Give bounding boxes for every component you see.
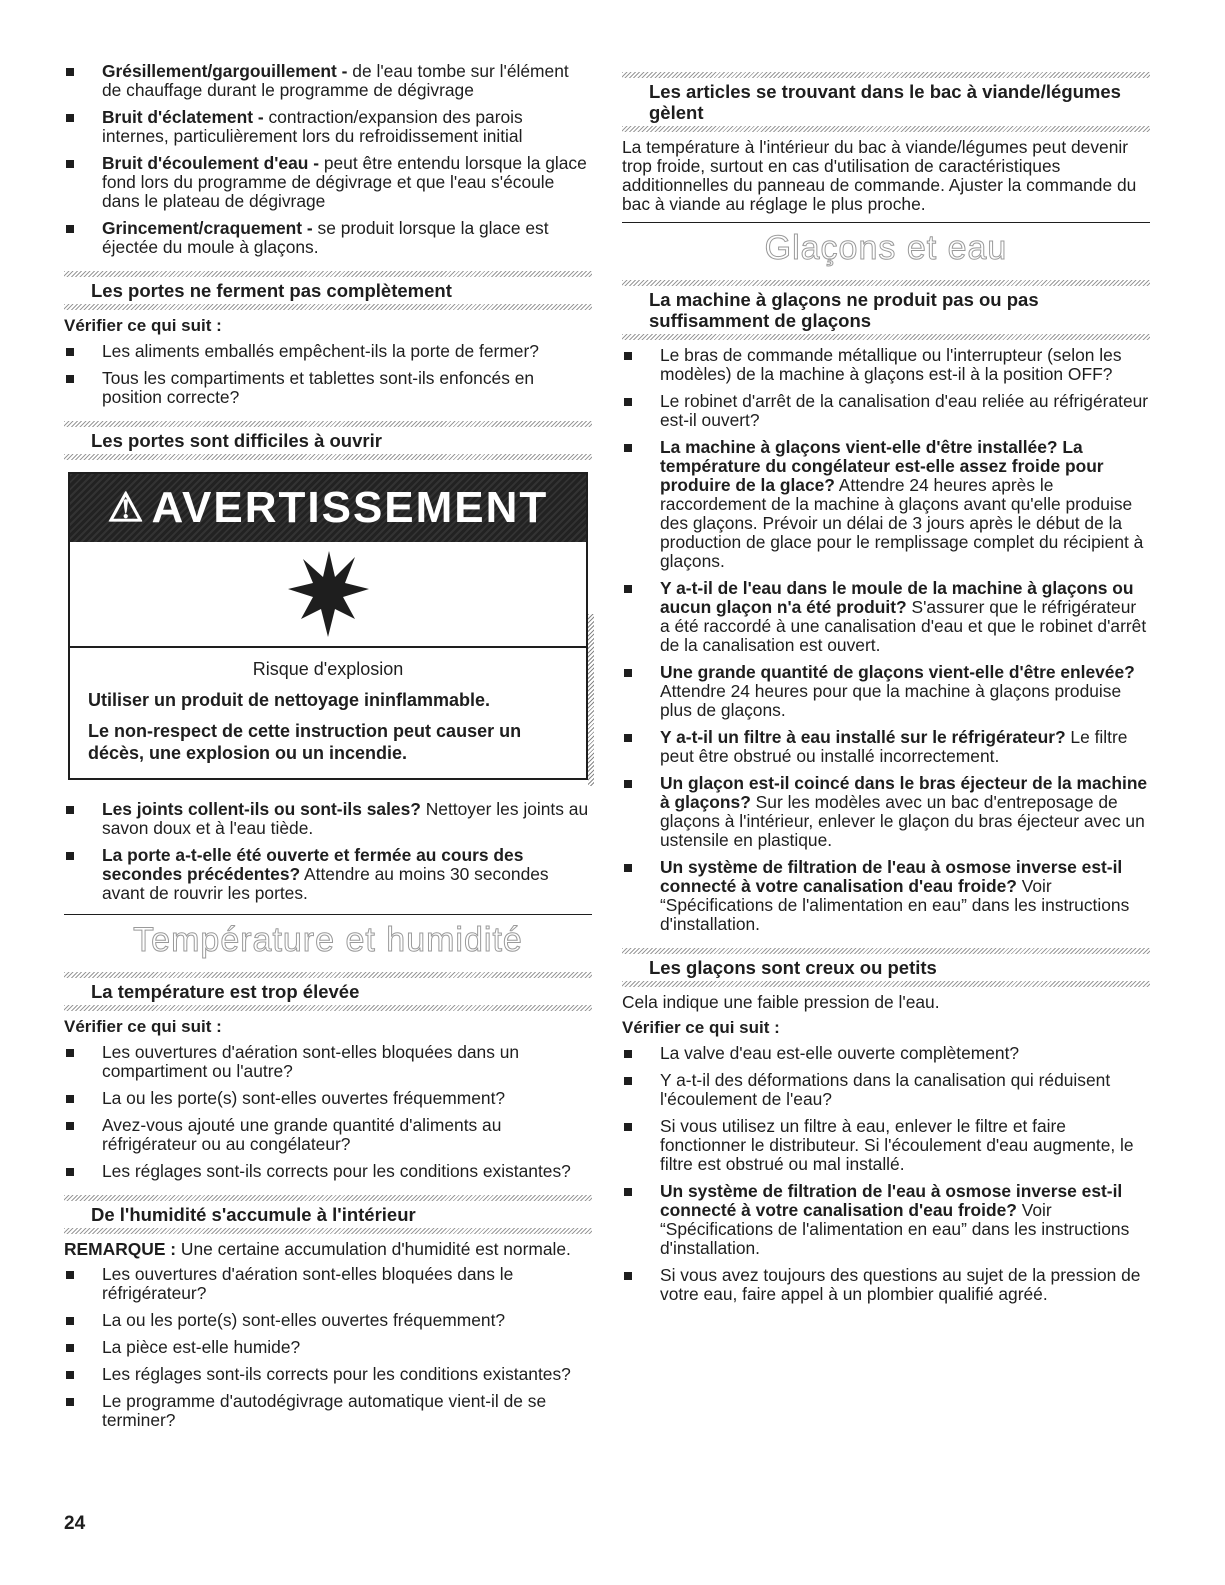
warning-header: [70, 474, 586, 542]
list-item: Y a-t-il un filtre à eau installé sur le réfrigérateur? Le filtre peut être obstrué ou installé incorrectement.: [622, 728, 1150, 766]
section-heading: Les articles se trouvant dans le bac à viande/légumes gèlent: [649, 81, 1121, 123]
list-item: Avez-vous ajouté une grande quantité d'aliments au réfrigérateur ou au congélateur?: [64, 1116, 592, 1154]
list-item: La pièce est-elle humide?: [64, 1338, 592, 1357]
section-heading: De l'humidité s'accumule à l'intérieur: [91, 1204, 416, 1225]
list-item: Grincement/craquement - se produit lorsque la glace est éjectée du moule à glaçons.: [64, 219, 592, 257]
list-item: La porte a-t-elle été ouverte et fermée au cours des secondes précédentes? Attendre au moins 30 secondes avant de rouvrir les portes.: [64, 846, 592, 903]
check-label: Vérifier ce qui suit :: [64, 316, 222, 335]
warning-instruction: Utiliser un produit de nettoyage ininflammable.: [88, 690, 491, 710]
warning-risk: Risque d'explosion: [252, 659, 404, 679]
divider: [64, 1228, 592, 1234]
divider: [622, 981, 1150, 987]
section-heading: Les glaçons sont creux ou petits: [649, 957, 937, 978]
check-label: Vérifier ce qui suit :: [64, 1017, 222, 1036]
list-item: Bruit d'éclatement - contraction/expansion des parois internes, particulièrement lors du refroidissement initial: [64, 108, 592, 146]
list-item: La valve d'eau est-elle ouverte complètement?: [622, 1044, 1150, 1063]
warning-title: AVERTISSEMENT: [151, 483, 549, 532]
divider: [64, 454, 592, 460]
note: REMARQUE : Une certaine accumulation d'humidité est normale.: [64, 1239, 571, 1259]
list-item: Y a-t-il de l'eau dans le moule de la machine à glaçons ou aucun glaçon n'a été produit? S'assurer que le réfrigérateur a été raccordé à une canalisation d'eau et que le robinet d'arrêt de la canalisation est ouvert.: [622, 579, 1150, 655]
section-title-temperature: Température et humidité: [133, 921, 523, 959]
section-heading: La machine à glaçons ne produit pas ou pas suffisamment de glaçons: [649, 289, 1039, 331]
list-item: Le robinet d'arrêt de la canalisation d'eau reliée au réfrigérateur est-il ouvert?: [622, 392, 1150, 430]
section-title-ice: Glaçons et eau: [764, 229, 1008, 267]
list-item: Si vous utilisez un filtre à eau, enlever le filtre et faire fonctionner le distributeur. Si l'écoulement d'eau augmente, le filtre est obstrué ou mal installé.: [622, 1117, 1150, 1174]
list-item: La machine à glaçons vient-elle d'être installée? La température du congélateur est-elle assez froide pour produire de la glace? Attendre 24 heures après le raccordement de la machine à glaçons avant qu'elle produise des glaçons. Prévoir un délai de 3 jours après le début de la production de glace pour le remplissage complet du récipient à glaçons.: [622, 438, 1150, 571]
section-ice-maker: [622, 280, 1150, 340]
warning-shadow: [588, 614, 594, 786]
explosion-icon: [70, 542, 586, 648]
warning-triangle-icon: ⚠: [107, 486, 146, 530]
section-humidity: [64, 1195, 592, 1234]
divider: [64, 304, 592, 310]
divider: [622, 334, 1150, 340]
warning-body: [70, 648, 586, 778]
section-heading: Les portes ne ferment pas complètement: [91, 280, 452, 301]
section-hollow-ice: [622, 948, 1150, 987]
list-item: Tous les compartiments et tablettes sont-ils enfoncés en position correcte?: [64, 369, 592, 407]
list-item: Une grande quantité de glaçons vient-elle d'être enlevée? Attendre 24 heures pour que la machine à glaçons produise plus de glaçons.: [622, 663, 1150, 720]
list-item: Les joints collent-ils ou sont-ils sales? Nettoyer les joints au savon doux et à l'eau tiède.: [64, 800, 592, 838]
section-heading: Les portes sont difficiles à ouvrir: [91, 430, 382, 451]
section-doors-close: [64, 271, 592, 310]
section-heading: La température est trop élevée: [91, 981, 360, 1002]
section-temp-high: [64, 972, 592, 1011]
paragraph: La température à l'intérieur du bac à viande/légumes peut devenir trop froide, surtout en cas d'utilisation de caractéristiques additionnelles du panneau de commande. Ajuster la commande du bac à viande au réglage le plus proche.: [622, 137, 1137, 214]
check-label: Vérifier ce qui suit :: [622, 1018, 780, 1037]
list-item: Un système de filtration de l'eau à osmose inverse est-il connecté à votre canalisation d'eau froide? Voir “Spécifications de l'alimentation en eau” dans les instructions d'installation.: [622, 858, 1150, 934]
list-item: Si vous avez toujours des questions au sujet de la pression de votre eau, faire appel à un plombier qualifié agréé.: [622, 1266, 1150, 1304]
list-item: La ou les porte(s) sont-elles ouvertes fréquemment?: [64, 1089, 592, 1108]
list-item: Un glaçon est-il coincé dans le bras éjecteur de la machine à glaçons? Sur les modèles avec un bac d'entreposage de glaçons à l'intérieur, enlever le glaçon du bras éjecteur avec un ustensile en plastique.: [622, 774, 1150, 850]
left-column: [64, 62, 592, 1441]
paragraph: Cela indique une faible pression de l'eau.: [622, 992, 940, 1012]
section-doors-open: [64, 421, 592, 460]
list-item: Un système de filtration de l'eau à osmose inverse est-il connecté à votre canalisation d'eau froide? Voir “Spécifications de l'alimentation en eau” dans les instructions d'installation.: [622, 1182, 1150, 1258]
list-item: Le programme d'autodégivrage automatique vient-il de se terminer?: [64, 1392, 592, 1430]
list-item: Bruit d'écoulement d'eau - peut être entendu lorsque la glace fond lors du programme de dégivrage et que l'eau s'écoule dans le plateau de dégivrage: [64, 154, 592, 211]
list-item: Grésillement/gargouillement - de l'eau tombe sur l'élément de chauffage durant le programme de dégivrage: [64, 62, 592, 100]
page-number: 24: [64, 1513, 86, 1534]
list-item: Les ouvertures d'aération sont-elles bloquées dans un compartiment ou l'autre?: [64, 1043, 592, 1081]
divider: [622, 126, 1150, 132]
list-item: Les aliments emballés empêchent-ils la porte de fermer?: [64, 342, 592, 361]
list-item: La ou les porte(s) sont-elles ouvertes fréquemment?: [64, 1311, 592, 1330]
list-item: Le bras de commande métallique ou l'interrupteur (selon les modèles) de la machine à glaçons est-il à la position OFF?: [622, 346, 1150, 384]
list-item: Les réglages sont-ils corrects pour les conditions existantes?: [64, 1162, 592, 1181]
list-item: Les ouvertures d'aération sont-elles bloquées dans le réfrigérateur?: [64, 1265, 592, 1303]
warning-box: [68, 472, 588, 780]
right-column: [622, 62, 1150, 1315]
section-crisper-freeze: [622, 72, 1150, 132]
divider: [64, 1005, 592, 1011]
warning-consequence: Le non-respect de cette instruction peut causer un décès, une explosion ou un incendie.: [88, 721, 522, 763]
list-item: Y a-t-il des déformations dans la canalisation qui réduisent l'écoulement de l'eau?: [622, 1071, 1150, 1109]
list-item: Les réglages sont-ils corrects pour les conditions existantes?: [64, 1365, 592, 1384]
